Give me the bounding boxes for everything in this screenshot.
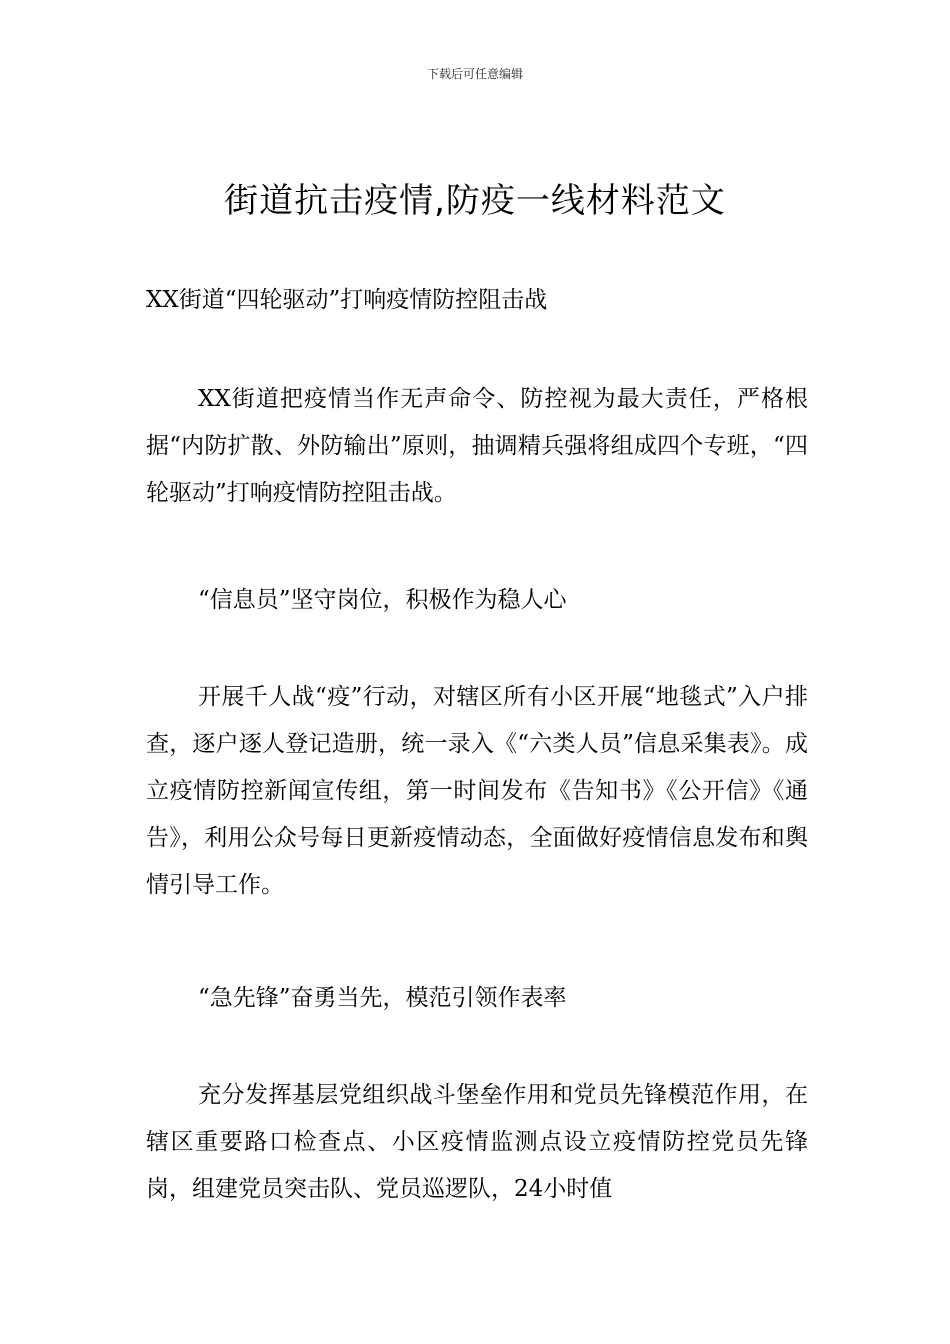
paragraph-informant: 开展千人战“疫”行动，对辖区所有小区开展“地毯式”入户排查，逐户逐人登记造册，统一录入《“六类人员”信息采集表》。成立疫情防控新闻宣传组，第一时间发布《告知书》《公开信》《通告》，利用公众号每日更新疫情动态，全面做好疫情信息发布和舆情引导工作。 — [146, 684, 808, 898]
document-title: 街道抗击疫情,防疫一线材料范文 — [224, 181, 726, 221]
paragraph-intro: XX街道把疫情当作无声命令、防控视为最大责任，严格根据“内防扩散、外防输出”原则，抽调精兵强将组成四个专班，“四轮驱动”打响疫情防控阻击战。 — [146, 386, 808, 506]
paragraph-vanguard: 充分发挥基层党组织战斗堡垒作用和党员先锋模范作用，在辖区重要路口检查点、小区疫情监测点设立疫情防控党员先锋岗，组建党员突击队、党员巡逻队，24小时值 — [146, 1082, 808, 1202]
header-note: 下载后可任意编辑 — [426, 67, 523, 81]
document-subtitle: XX街道“四轮驱动”打响疫情防控阻击战 — [146, 287, 548, 313]
section-heading-vanguard: “急先锋”奋勇当先，模范引领作表率 — [198, 985, 567, 1011]
section-heading-informant: “信息员”坚守岗位，积极作为稳人心 — [198, 587, 567, 613]
